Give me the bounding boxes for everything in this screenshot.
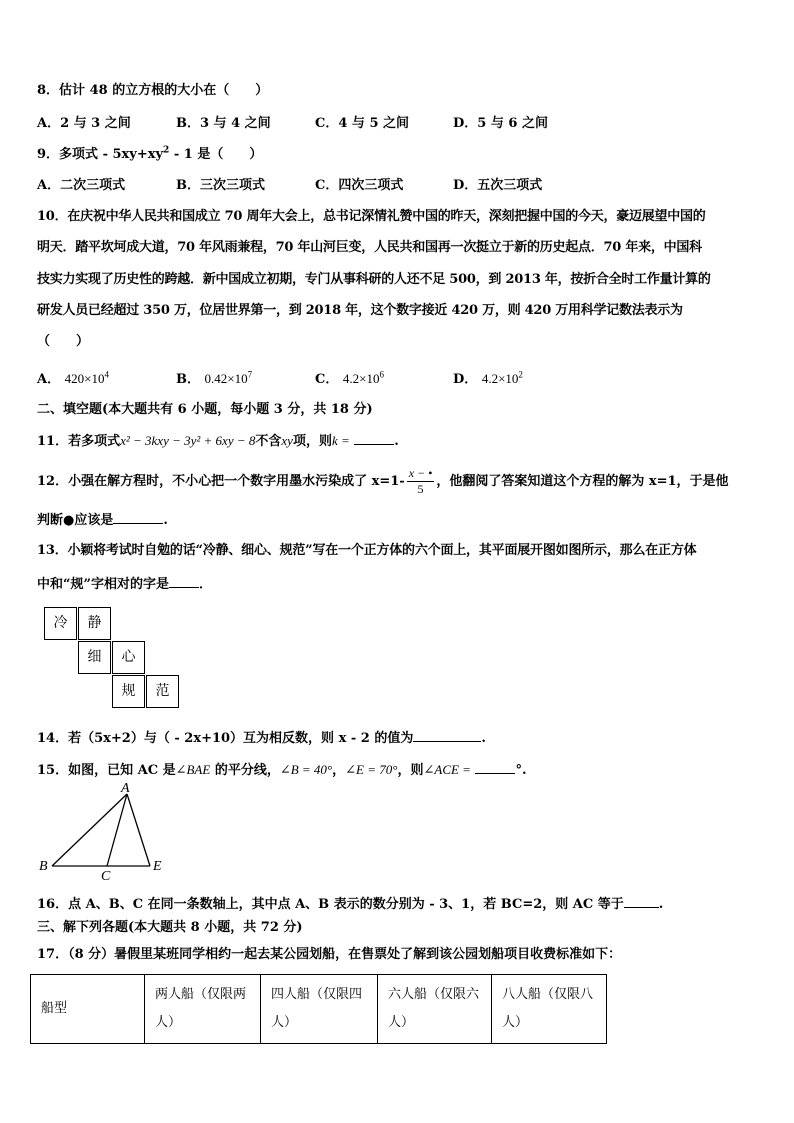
q9-option-b: B．三次三项式 <box>176 178 265 193</box>
fee-table <box>30 974 607 1044</box>
table-header-boat-type: 船型 <box>31 975 145 1044</box>
q17-stem: 17．（8 分）暑假里某班同学相约一起去某公园划船，在售票处了解到该公园划船项目收费标准如下： <box>37 947 622 962</box>
table-row <box>31 975 607 1044</box>
q16-stem: 16．点 A、B、C 在同一条数轴上，其中点 A、B 表示的数分别为 - 3、1，若 BC=2，则 AC 等于 . <box>37 897 664 912</box>
q8-option-c: C．4 与 5 之间 <box>315 116 410 131</box>
q8-option-a: A．2 与 3 之间 <box>37 116 131 131</box>
section-2-heading: 二、填空题(本大题共有 6 小题，每小题 3 分，共 18 分) <box>37 402 373 417</box>
q10-line-5: （ ） <box>37 334 90 349</box>
q8-stem: 8．估计 48 的立方根的大小在（ ） <box>37 83 269 98</box>
label-a: A <box>121 782 130 796</box>
table-cell-two-person: 两人船（仅限两 人） <box>145 975 261 1044</box>
net-cell-jing: 静 <box>78 607 111 640</box>
table-cell-six-person: 六人船（仅限六 人） <box>378 975 492 1044</box>
label-e: E <box>153 859 162 874</box>
q10-line-2: 明天．踏平坎坷成大道，70 年风雨兼程，70 年山河巨变，人民共和国再一次挺立于新的历史起点．70 年来，中国科 <box>37 240 702 255</box>
q9-option-c: C．四次三项式 <box>315 178 404 193</box>
q10-option-c: C． $4.2\times 10^6$ <box>315 369 384 387</box>
side-ab <box>52 794 127 866</box>
q16-answer-blank[interactable] <box>624 895 659 908</box>
q8-option-d: D．5 与 6 之间 <box>453 116 548 131</box>
side-ae <box>127 794 150 866</box>
q11-answer-blank[interactable] <box>354 432 394 445</box>
q12-stem: 12．小强在解方程时，不小心把一个数字用墨水污染成了 x=1- $\frac{x - •}{5}$ ，他翻阅了答案知道这个方程的解为 x=1，于是他 <box>37 466 729 496</box>
label-c: C <box>101 869 111 882</box>
q13-line-1: 13．小颖将考试时自勉的话“冷静、细心、规范”写在一个正方体的六个面上，其平面展开图如图所示，那么在正方体 <box>37 543 697 558</box>
q10-line-3: 技实力实现了历史性的跨越．新中国成立初期，专门从事科研的人还不足 500，到 2013 年，按折合全时工作量计算的 <box>37 272 711 287</box>
bisector-ac <box>107 794 127 866</box>
q8-option-b: B．3 与 4 之间 <box>176 116 271 131</box>
q13-line-2: 中和“规”字相对的字是 ． <box>37 577 212 592</box>
net-cell-fan: 范 <box>146 675 179 708</box>
q15-answer-blank[interactable] <box>475 761 515 774</box>
q14-answer-blank[interactable] <box>413 729 481 742</box>
triangle-figure <box>30 782 180 882</box>
q12-answer-blank[interactable] <box>113 511 163 524</box>
table-cell-eight-person: 八人船（仅限八 人） <box>492 975 607 1044</box>
q10-option-d: D． $4.2\times 10^2$ <box>453 369 523 387</box>
q10-option-b: B． $0.42\times 10^7$ <box>176 369 253 387</box>
q12-line-2: 判断●应该是 . <box>37 513 168 528</box>
q14-stem: 14．若（5x+2）与（ - 2x+10）互为相反数，则 x - 2 的值为 . <box>37 731 486 746</box>
q10-option-a: A． $420\times 10^4$ <box>37 369 109 387</box>
net-cell-xi: 细 <box>78 641 111 674</box>
q15-stem: 15．如图，已知 AC 是∠BAE 的平分线，∠B = 40°，∠E = 70°，则∠ACE = °. <box>37 762 527 778</box>
q9-option-a: A．二次三项式 <box>37 178 126 193</box>
q11-stem: 11．若多项式x² − 3kxy − 3y² + 6xy − 8不含xy项，则k = . <box>37 433 399 449</box>
q9-option-d: D．五次三项式 <box>453 178 543 193</box>
q9-stem: 9．多项式 - $5xy+xy^2 - 1$ 是（ ） <box>37 145 263 162</box>
net-cell-xin: 心 <box>112 641 145 674</box>
q12-fraction: $\frac{x - •}{5}$ <box>408 466 433 496</box>
q10-line-4: 研发人员已经超过 350 万，位居世界第一，到 2018 年，这个数字接近 420 万，则 420 万用科学记数法表示为 <box>37 303 683 318</box>
table-cell-four-person: 四人船（仅限四 人） <box>261 975 378 1044</box>
net-cell-leng: 冷 <box>44 607 77 640</box>
q13-answer-blank[interactable] <box>169 575 199 588</box>
section-3-heading: 三、解下列各题(本大题共 8 小题，共 72 分) <box>37 920 303 935</box>
label-b: B <box>39 859 48 874</box>
net-cell-gui: 规 <box>112 675 145 708</box>
q10-line-1: 10．在庆祝中华人民共和国成立 70 周年大会上，总书记深情礼赞中国的昨天，深刻把握中国的今天，豪迈展望中国的 <box>37 209 706 224</box>
